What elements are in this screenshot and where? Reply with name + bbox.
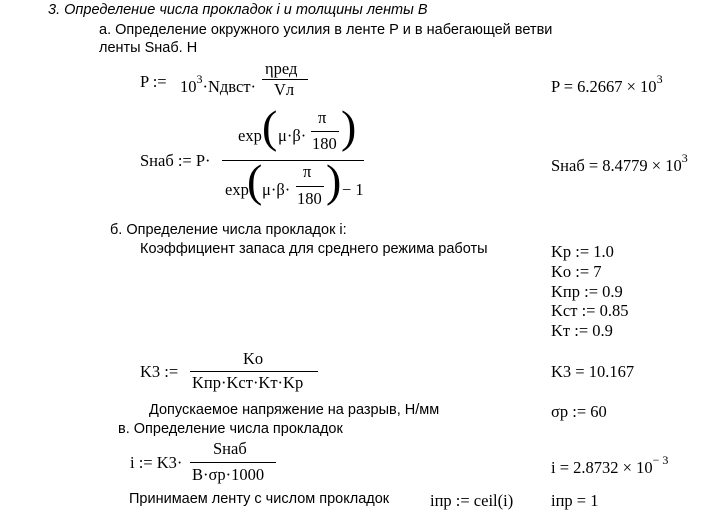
formula-i-denominator: B·σр·1000 <box>192 465 265 484</box>
section-a-text-line1: а. Определение окружного усилия в ленте Р и в набегающей ветви <box>99 22 553 38</box>
coef-kt: Kт := 0.9 <box>551 321 613 340</box>
result-i-value: i = 2.8732 × 10 <box>551 458 653 477</box>
formula-k3-denominator: Kпр·Kст·Kт·Kр <box>192 373 304 392</box>
formula-s-den-inner-bar <box>296 186 324 187</box>
section-b-title: б. Определение числа прокладок i: <box>110 222 347 238</box>
result-s-value: Sнаб = 8.4779 × 10 <box>551 156 682 175</box>
formula-s-den-left-paren: ( <box>247 155 263 206</box>
result-p-exponent: 3 <box>656 72 663 86</box>
result-k3: K3 = 10.167 <box>551 362 635 381</box>
formula-s-num-args: μ·β· <box>278 126 307 145</box>
formula-p-dot: · <box>202 77 208 96</box>
stress-label: Допускаемое напряжение на разрыв, Н/мм <box>149 402 440 418</box>
result-s <box>551 151 702 176</box>
coefficient-label: Коэффициент запаса для среднего режима работы <box>140 241 488 257</box>
coef-kpr: Kпр := 0.9 <box>551 282 623 301</box>
formula-s-num-inner-bar <box>311 131 339 132</box>
formula-p-lhs: P := <box>140 72 167 91</box>
formula-s-num-left-paren: ( <box>262 101 278 152</box>
formula-s-den-right-paren: ) <box>326 155 342 206</box>
formula-i-numerator: Sнаб <box>213 439 247 458</box>
accept-label: Принимаем ленту с числом прокладок <box>129 491 390 507</box>
formula-i-fraction-bar <box>190 462 276 463</box>
formula-s-lhs: Sнаб := P· <box>140 151 211 170</box>
formula-s-den-exp: exp <box>225 180 249 199</box>
section-v-title: в. Определение числа прокладок <box>118 421 343 437</box>
section-a-text-line2: ленты Sнаб. Н <box>99 40 198 56</box>
formula-s-num-deg: 180 <box>312 134 337 153</box>
result-i <box>551 453 668 478</box>
result-p <box>551 72 663 97</box>
formula-p-motor-power: Nдвст· <box>208 77 257 96</box>
formula-p-factor <box>180 72 256 97</box>
formula-s-num-pi: π <box>318 108 327 127</box>
coef-ko: Kо := 7 <box>551 262 602 281</box>
formula-k3-fraction-bar <box>190 371 318 372</box>
formula-s-den-deg: 180 <box>297 189 322 208</box>
formula-s-num-exp: exp <box>238 126 262 145</box>
formula-s-den-args: μ·β· <box>262 180 291 199</box>
formula-i-lhs: i := K3· <box>130 453 183 472</box>
formula-s-num-right-paren: ) <box>341 101 357 152</box>
formula-s-den-minus-one: − 1 <box>342 180 364 199</box>
formula-p-base: 10 <box>180 77 197 96</box>
formula-s-main-fraction-bar <box>222 160 364 161</box>
result-i-exponent: − 3 <box>652 453 669 467</box>
accept-result: iпр = 1 <box>551 491 599 510</box>
formula-k3-lhs: K3 := <box>140 362 179 381</box>
coef-kr: Kр := 1.0 <box>551 242 614 261</box>
formula-p-exponent: 3 <box>196 72 203 86</box>
accept-formula: iпр := ceil(i) <box>430 491 514 510</box>
formula-p-numerator: ηред <box>265 59 298 78</box>
formula-k3-numerator: Kо <box>243 349 264 368</box>
section-heading: 3. Определение числа прокладок i и толщины ленты В <box>48 2 428 18</box>
formula-s-den-pi: π <box>303 162 312 181</box>
stress-value: σр := 60 <box>551 402 607 421</box>
coef-kst: Kст := 0.85 <box>551 301 629 320</box>
result-s-exponent: 3 <box>681 151 688 165</box>
result-p-value: P = 6.2667 × 10 <box>551 77 657 96</box>
formula-p-denominator: Vл <box>274 80 295 99</box>
